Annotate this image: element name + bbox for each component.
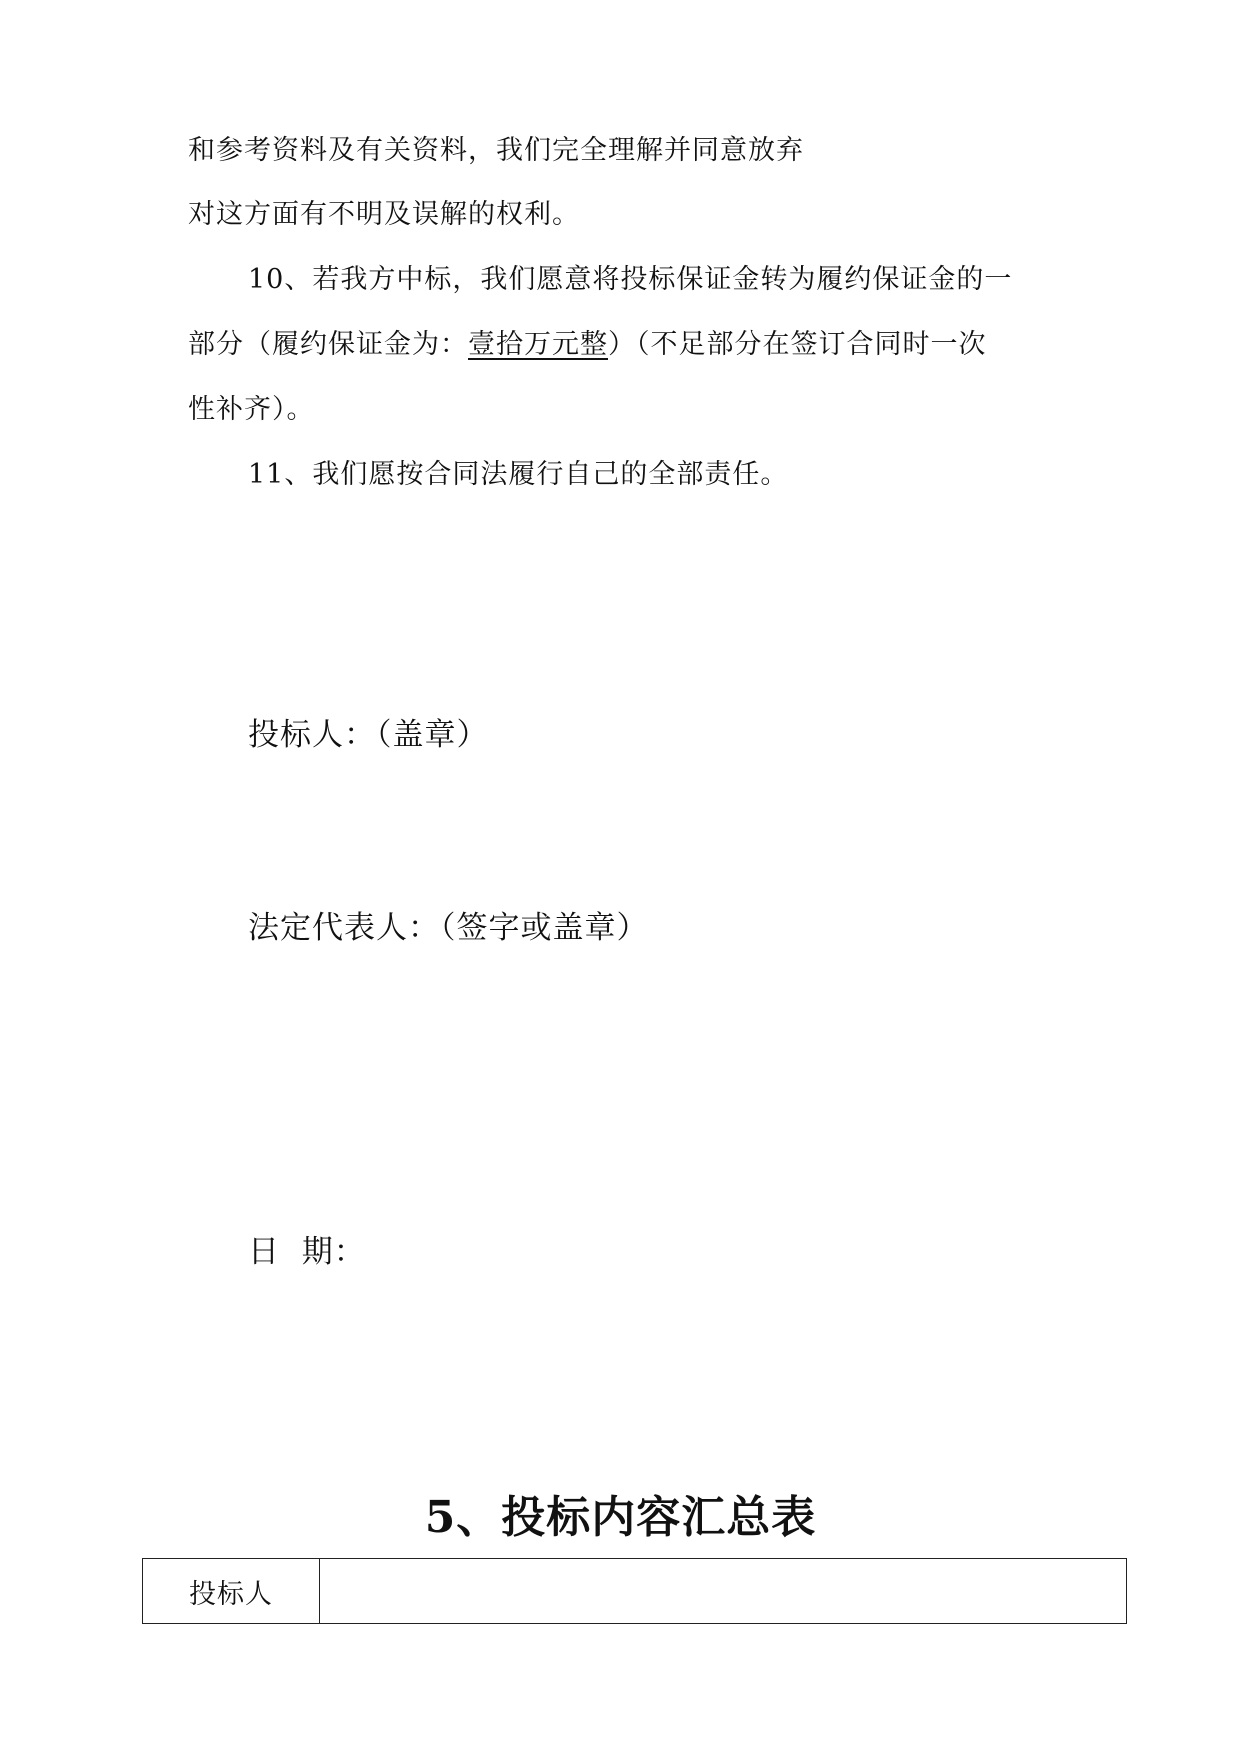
clause-10-line-1: 10、若我方中标，我们愿意将投标保证金转为履约保证金的一	[248, 264, 1013, 295]
clause-11: 11、我们愿按合同法履行自己的全部责任。	[248, 459, 789, 490]
performance-bond-amount: 壹拾万元整	[468, 329, 608, 360]
clause-10-line-3: 性补齐）。	[188, 394, 315, 425]
legal-representative-signature-label: 法定代表人：（签字或盖章）	[248, 910, 649, 946]
section-title: 5、投标内容汇总表	[424, 1492, 817, 1543]
table-cell-label: 投标人	[143, 1559, 320, 1624]
table-row	[143, 1559, 1127, 1624]
clause-10-line-2	[188, 327, 987, 363]
clause-10-suffix: ）（不足部分在签订合同时一次	[608, 329, 987, 360]
table-cell-value[interactable]	[320, 1559, 1127, 1624]
clause-10-prefix: 部分（履约保证金为：	[188, 329, 468, 360]
bid-summary-table	[142, 1558, 1127, 1624]
body-line-1: 和参考资料及有关资料，我们完全理解并同意放弃	[188, 135, 804, 166]
bidder-signature-label: 投标人：（盖章）	[248, 717, 489, 753]
body-line-2: 对这方面有不明及误解的权利。	[188, 199, 580, 230]
date-label: 日 期：	[248, 1234, 366, 1270]
